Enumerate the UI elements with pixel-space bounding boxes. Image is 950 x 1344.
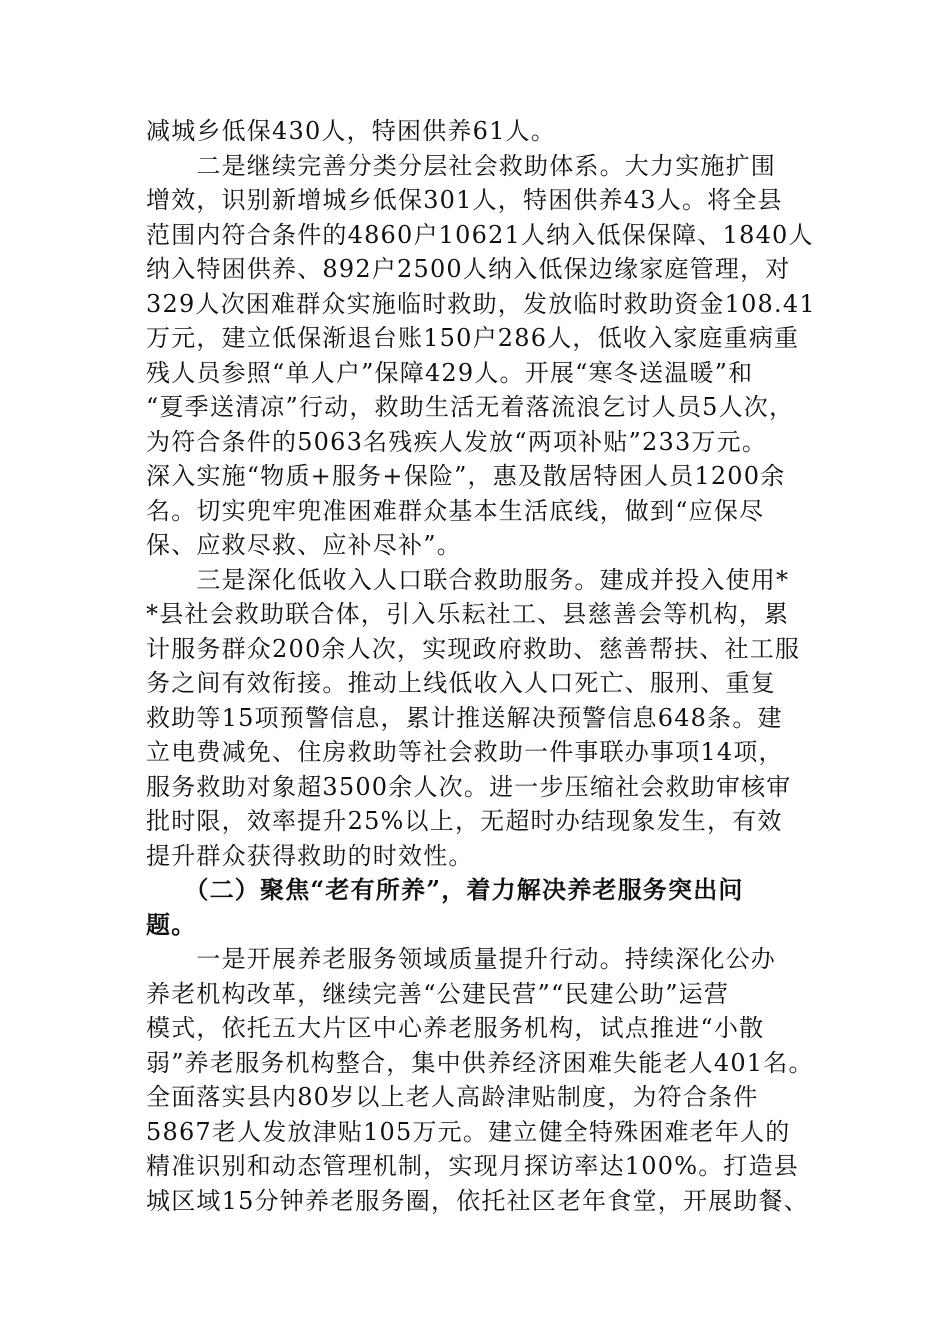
text-line: 养老机构改革，继续完善“公建民营”“民建公助”运营 <box>146 979 730 1008</box>
text-line: 立电费减免、住房救助等社会救助一件事联办事项14项， <box>146 738 784 766</box>
text-line: 全面落实县内80岁以上老人高龄津贴制度，为符合条件 <box>146 1083 759 1111</box>
text-line: 万元，建立低保渐退台账150户286人，低收入家庭重病重 <box>146 324 800 352</box>
text-line: *县社会救助联合体，引入乐耘社工、县慈善会等机构，累 <box>146 600 790 628</box>
text-line: 务之间有效衔接。推动上线低收入人口死亡、服刑、重复 <box>146 669 776 697</box>
text-line: 计服务群众200余人次，实现政府救助、慈善帮扶、社工服 <box>146 634 801 663</box>
text-line: 二是继续完善分类分层社会救助体系。大力实施扩围 <box>146 151 776 180</box>
text-line: 救助等15项预警信息，累计推送解决预警信息648条。建 <box>146 703 783 732</box>
text-line: 保、应救尽救、应补尽补”。 <box>146 531 462 559</box>
section-heading-line: 题。 <box>146 909 197 939</box>
text-line: 精准识别和动态管理机制，实现月探访率达100%。打造县 <box>146 1152 800 1180</box>
text-line: 5867老人发放津贴105万元。建立健全特殊困难老年人的 <box>146 1117 791 1146</box>
text-line: “夏季送清凉”行动，救助生活无着落流浪乞讨人员5人次， <box>146 393 795 421</box>
text-line: 残人员参照“单人户”保障429人。开展“寒冬送温暖”和 <box>146 358 754 387</box>
document-body <box>146 114 816 1218</box>
section-heading-line: （二）聚焦“老有所养”，着力解决养老服务突出问 <box>146 875 744 904</box>
text-line: 批时限，效率提升25%以上，无超时办结现象发生，有效 <box>146 807 783 835</box>
text-line: 329人次困难群众实施临时救助，发放临时救助资金108.41 <box>146 289 816 318</box>
text-line: 模式，依托五大片区中心养老服务机构，试点推进“小散 <box>146 1014 765 1042</box>
text-line: 减城乡低保430人，特困供养61人。 <box>146 117 556 145</box>
text-line: 三是深化低收入人口联合救助服务。建成并投入使用* <box>146 565 790 594</box>
text-line: 提升群众获得救助的时效性。 <box>146 841 474 870</box>
text-line: 名。切实兜牢兜准困难群众基本生活底线，做到“应保尽 <box>146 496 765 525</box>
text-line: 纳入特困供养、892户2500人纳入低保边缘家庭管理，对 <box>146 255 791 283</box>
text-line: 弱”养老服务机构整合，集中供养经济困难失能老人401名。 <box>146 1048 814 1077</box>
text-line: 为符合条件的5063名残疾人发放“两项补贴”233万元。 <box>146 427 768 456</box>
text-line: 增效，识别新增城乡低保301人，特困供养43人。将全县 <box>146 186 783 214</box>
text-line: 深入实施“物质+服务+保险”，惠及散居特困人员1200余 <box>146 462 786 490</box>
text-line: 范围内符合条件的4860户10621人纳入低保保障、1840人 <box>146 220 814 249</box>
text-line: 城区域15分钟养老服务圈，依托社区老年食堂，开展助餐、 <box>146 1186 809 1215</box>
text-line: 服务救助对象超3500余人次。进一步压缩社会救助审核审 <box>146 772 792 801</box>
text-line: 一是开展养老服务领域质量提升行动。持续深化公办 <box>146 945 776 973</box>
